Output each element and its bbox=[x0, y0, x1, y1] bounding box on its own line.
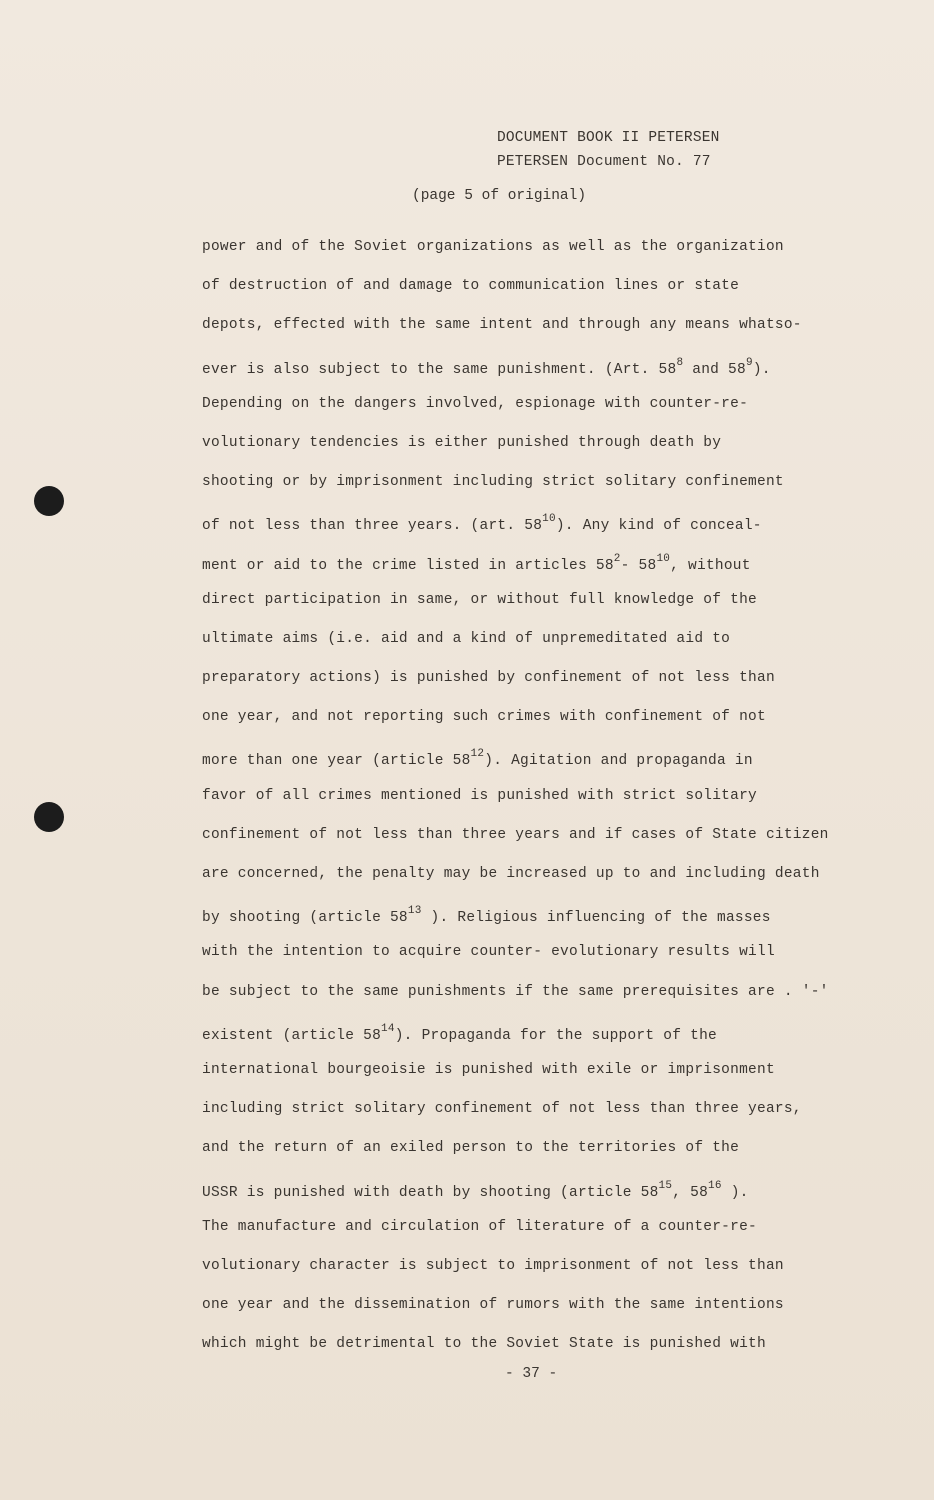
header-book-line: DOCUMENT BOOK II PETERSEN bbox=[497, 130, 720, 146]
line-text: ). Agitation and propaganda in bbox=[484, 753, 753, 770]
body-line bbox=[202, 1208, 892, 1247]
body-line bbox=[202, 777, 892, 816]
line-text: and 58 bbox=[683, 361, 746, 378]
body-line bbox=[202, 542, 892, 581]
body-line bbox=[202, 267, 892, 306]
header-document-line: PETERSEN Document No. 77 bbox=[497, 154, 711, 170]
line-text: depots, effected with the same intent and through any means whatso- bbox=[202, 317, 802, 334]
line-text: direct participation in same, or without full knowledge of the bbox=[202, 591, 757, 608]
body-line bbox=[202, 1012, 892, 1051]
body-line bbox=[202, 1247, 892, 1286]
body-line bbox=[202, 737, 892, 776]
body-line bbox=[202, 620, 892, 659]
page-number: - 37 - bbox=[505, 1366, 558, 1382]
line-text: and the return of an exiled person to the territories of the bbox=[202, 1140, 740, 1157]
line-text: which might be detrimental to the Soviet State is punished with bbox=[202, 1336, 766, 1353]
line-text: ). Any kind of conceal- bbox=[555, 518, 762, 535]
line-text: favor of all crimes mentioned is punished with strict solitary bbox=[202, 787, 757, 804]
body-line bbox=[202, 855, 892, 894]
article-superscript: 13 bbox=[407, 905, 422, 918]
body-line bbox=[202, 816, 892, 855]
body-line bbox=[202, 1090, 892, 1129]
document-header bbox=[497, 126, 720, 174]
original-page-reference: (page 5 of original) bbox=[412, 188, 587, 204]
line-text: , without bbox=[670, 557, 751, 574]
line-text: be subject to the same punishments if the same prerequisites are . '-' bbox=[202, 983, 829, 1000]
line-text: USSR is punished with death by shooting (article 58 bbox=[202, 1184, 659, 1201]
article-superscript: 12 bbox=[470, 748, 485, 761]
line-text: The manufacture and circulation of literature of a counter-re- bbox=[202, 1218, 757, 1235]
line-text: , 58 bbox=[672, 1184, 709, 1201]
line-text: by shooting (article 58 bbox=[202, 910, 408, 927]
punch-hole-bottom bbox=[34, 802, 64, 832]
line-text: confinement of not less than three years and if cases of State citizen bbox=[202, 826, 829, 843]
article-superscript: 8 bbox=[676, 356, 684, 369]
body-line bbox=[202, 1129, 892, 1168]
article-superscript: 9 bbox=[745, 356, 753, 369]
line-text: including strict solitary confinement of not less than three years, bbox=[202, 1101, 802, 1118]
body-line bbox=[202, 1286, 892, 1325]
line-text: ultimate aims (i.e. aid and a kind of unpremeditated aid to bbox=[202, 630, 731, 647]
line-text: one year and the dissemination of rumors with the same intentions bbox=[202, 1297, 784, 1314]
line-text: - 58 bbox=[620, 557, 657, 574]
body-line bbox=[202, 385, 892, 424]
article-superscript: 14 bbox=[381, 1022, 395, 1035]
body-line bbox=[202, 1051, 892, 1090]
body-line bbox=[202, 698, 892, 737]
article-superscript: 16 bbox=[708, 1179, 722, 1192]
line-text: of destruction of and damage to communication lines or state bbox=[202, 278, 740, 295]
document-body bbox=[202, 228, 892, 1364]
body-line bbox=[202, 581, 892, 620]
body-line bbox=[202, 228, 892, 267]
line-text: ). Religious influencing of the masses bbox=[421, 910, 771, 927]
punch-hole-top bbox=[34, 486, 64, 516]
body-line bbox=[202, 424, 892, 463]
article-superscript: 10 bbox=[542, 513, 556, 526]
article-superscript: 2 bbox=[613, 552, 621, 565]
body-line bbox=[202, 1169, 892, 1208]
line-text: existent (article 58 bbox=[202, 1027, 382, 1044]
line-text: power and of the Soviet organizations as well as the organization bbox=[202, 239, 784, 255]
line-text: ). bbox=[752, 361, 771, 378]
body-line bbox=[202, 933, 892, 972]
line-text: Depending on the dangers involved, espionage with counter-re- bbox=[202, 395, 749, 412]
line-text: ). bbox=[721, 1184, 749, 1201]
line-text: with the intention to acquire counter- evolutionary results will bbox=[202, 944, 775, 961]
line-text: preparatory actions) is punished by confinement of not less than bbox=[202, 670, 775, 687]
line-text: shooting or by imprisonment including strict solitary confinement bbox=[202, 474, 784, 491]
body-line bbox=[202, 502, 892, 541]
body-line bbox=[202, 659, 892, 698]
body-line bbox=[202, 306, 892, 345]
line-text: ever is also subject to the same punishment. (Art. 58 bbox=[202, 361, 677, 378]
body-line bbox=[202, 346, 892, 385]
body-line bbox=[202, 1325, 892, 1364]
line-text: volutionary character is subject to imprisonment of not less than bbox=[202, 1257, 784, 1274]
body-line bbox=[202, 894, 892, 933]
body-line bbox=[202, 973, 892, 1012]
line-text: ). Propaganda for the support of the bbox=[394, 1027, 717, 1044]
article-superscript: 15 bbox=[658, 1179, 673, 1192]
line-text: are concerned, the penalty may be increased up to and including death bbox=[202, 866, 820, 882]
line-text: volutionary tendencies is either punished through death by bbox=[202, 434, 722, 451]
line-text: of not less than three years. (art. 58 bbox=[202, 518, 543, 535]
line-text: one year, and not reporting such crimes with confinement of not bbox=[202, 709, 766, 726]
body-line bbox=[202, 463, 892, 502]
line-text: more than one year (article 58 bbox=[202, 753, 471, 770]
line-text: international bourgeoisie is punished with exile or imprisonment bbox=[202, 1061, 775, 1078]
article-superscript: 10 bbox=[656, 552, 671, 565]
line-text: ment or aid to the crime listed in articles 58 bbox=[202, 557, 614, 574]
